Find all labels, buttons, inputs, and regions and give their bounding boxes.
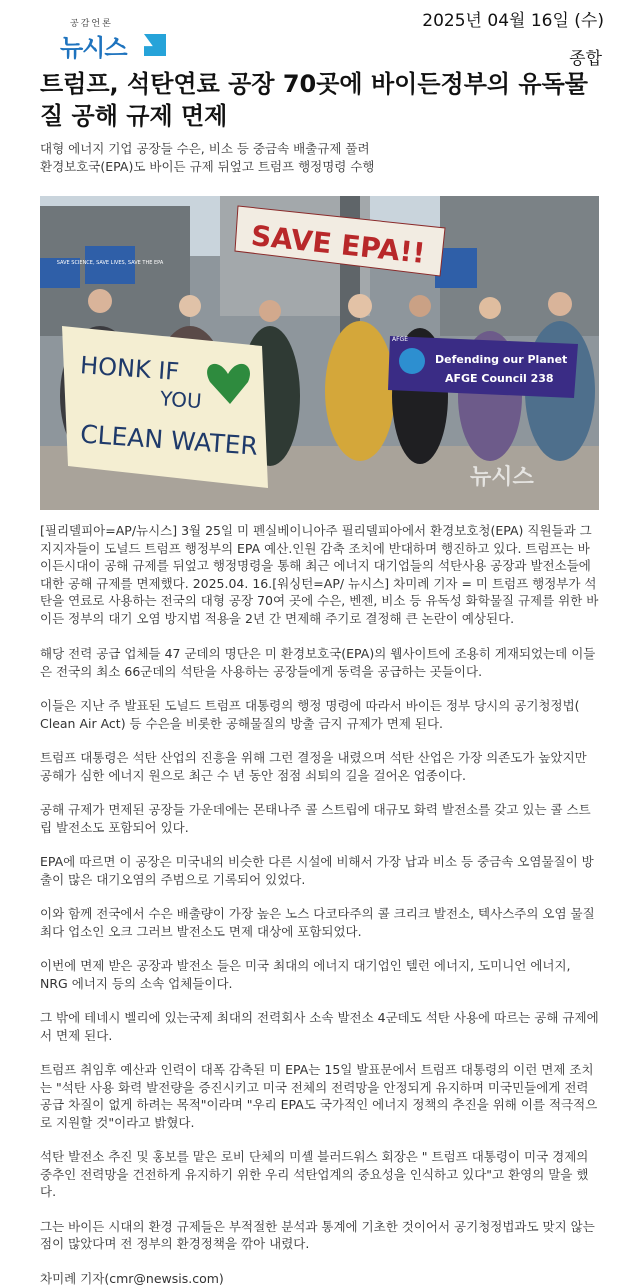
honk-sign [62,326,268,488]
article-paragraph: 이번에 면제 받은 공장과 발전소 들은 미국 최대의 에너지 대기업인 텔런 에너지, 도미니언 에너지, NRG 에너지 등의 소속 업체들이다. [40,957,600,992]
article-byline: 차미례 기자(cmr@newsis.com) [40,1270,600,1287]
afge-banner [388,336,578,398]
article-paragraph: EPA에 따르면 이 공장은 미국내의 비슷한 다른 시설에 비해서 가장 납과 비소 등 중금속 오염물질이 방출이 많은 대기오염의 주범으로 기록되어 있었다. [40,853,600,888]
honk-line2: YOU [158,386,202,413]
newsis-logo[interactable] [60,14,180,60]
logo-mark-icon [144,34,166,56]
article-paragraph: 해당 전력 공급 업체들 47 군데의 명단은 미 환경보호국(EPA)의 웹사이트에 조용히 게재되었는데 이들은 전국의 최소 66군데의 석탄을 사용하는 공장들에게 동력을 공급하는 곳들이다. [40,645,600,680]
article-paragraph: 석탄 발전소 추진 및 홍보를 맡은 로비 단체의 미셸 블러드워스 회장은 " 트럼프 대통령이 미국 경제의 중추인 전력망을 건전하게 유지하기 위한 우리 석탄업계의 중요성을 인식하고 있다"고 환영의 말을 했다. [40,1148,600,1201]
logo-text: 뉴시스 [60,28,127,63]
section-label: 종합 [569,44,602,69]
sign-small-text: SAVE SCIENCE, SAVE LIVES, SAVE THE EPA [57,260,164,266]
banner-line1: Defending our Planet [435,353,567,366]
logo-tagline: 공감언론 [70,16,113,29]
article-photo [40,196,599,510]
subhead-line: 대형 에너지 기업 공장들 수은, 비소 등 중금속 배출규제 풀려 [40,140,610,158]
article-paragraph: 그는 바이든 시대의 환경 규제들은 부적절한 분석과 통계에 기초한 것이어서 공기청정법과도 맞지 않는 점이 많았다며 전 정부의 환경정책을 깎아 내렸다. [40,1218,600,1253]
protest-photo-illustration [40,196,599,510]
article-paragraph: 그 밖에 테네시 벨리에 있는국제 최대의 전력회사 소속 발전소 4군데도 석탄 사용에 따르는 공해 규제에서 면제 된다. [40,1009,600,1044]
subhead-line: 환경보호국(EPA)도 바이든 규제 뒤엎고 트럼프 행정명령 수행 [40,158,610,176]
article-paragraph: 트럼프 대통령은 석탄 산업의 진흥을 위해 그런 결정을 내렸으며 석탄 산업은 가장 의존도가 높았지만 공해가 심한 에너지 원으로 최근 수 년 동안 점점 쇠퇴의 길을 걸어온 업종이다. [40,749,600,784]
honk-line1: HONK IF [79,351,180,386]
honk-line3: CLEAN WATER [79,419,258,460]
article-paragraph: 이들은 지난 주 발표된 도널드 트럼프 대통령의 행정 명령에 따라서 바이든 정부 당시의 공기청정법( Clean Air Act) 등 수은을 비롯한 공해물질의 방출 금지 규제가 면제 된다. [40,697,600,732]
article-headline: 트럼프, 석탄연료 공장 70곳에 바이든정부의 유독물질 공해 규제 면제 [40,68,610,132]
banner-line2: AFGE Council 238 [445,372,554,385]
afge-logo-text: AFGE [392,336,408,343]
publish-date: 2025년 04월 16일 (수) [422,6,604,31]
article-paragraph: 이와 함께 전국에서 수은 배출량이 가장 높은 노스 다코타주의 콜 크리크 발전소, 텍사스주의 오염 물질 최다 업소인 오크 그러브 발전소도 면제 대상에 포함되었다. [40,905,600,940]
article-subhead [40,140,610,176]
save-epa-text: SAVE EPA!! [250,219,427,270]
article-body [40,522,600,1287]
photo-caption-paragraph: [필리델피아=AP/뉴시스] 3월 25일 미 펜실베이니아주 필리델피아에서 환경보호청(EPA) 직원들과 그 지지자들이 도널드 트럼프 행정부의 EPA 예산.인원 감축 조치에 반대하며 행진하고 있다. 트럼프는 바이든시대이 공해 규제를 뒤엎고 행정명령을 통해 최근 에너지 대기업들의 석탄사용 공장과 발전소들에 대한 공해 규제를 면제했다. 2025.04. 16.[워싱턴=AP/ 뉴시스] 차미례 기자 = 미 트럼프 행정부가 석탄을 연료로 사용하는 전국의 대형 공장 70여 곳에 수은, 벤젠, 비소 등 유독성 화학물질 규제를 위한 바이든 정부의 대기 오염 방지법 적용을 2년 간 면제해 주기로 결정해 큰 논란이 예상된다. [40,522,600,627]
article-paragraph: 공해 규제가 면제된 공장들 가운데에는 몬태나주 콜 스트립에 대규모 화력 발전소를 갖고 있는 콜 스트립 발전소도 포함되어 있다. [40,801,600,836]
afge-globe-icon [399,348,425,374]
article-paragraph: 트럼프 취임후 예산과 인력이 대폭 감축된 미 EPA는 15일 발표문에서 트럼프 대통령의 이런 면제 조치는 "석탄 사용 화력 발전량을 증진시키고 미국 전체의 전력망을 안정되게 유지하며 미국민들에게 전력 공급 차질이 없게 하려는 목적"이라며 "우리 EPA도 국가적인 에너지 정책의 추진을 위해 이를 적극적으로 지원할 것"이라고 밝혔다. [40,1061,600,1131]
photo-watermark: 뉴시스 [470,465,535,490]
